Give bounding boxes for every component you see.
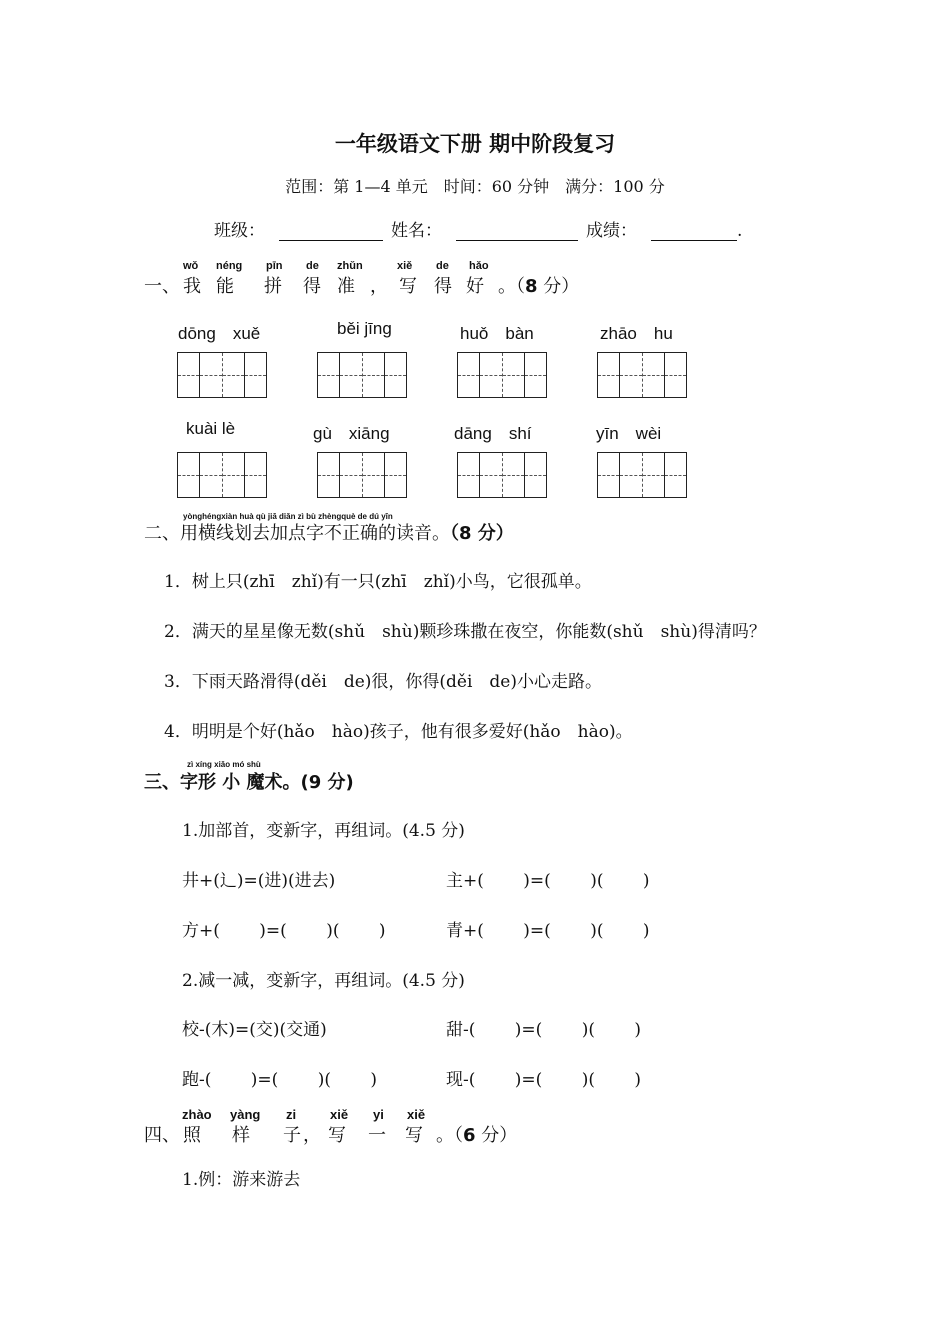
part-title: 1.加部首，变新字，再组词。(4.5 分)	[182, 821, 465, 841]
section2-pinyin-row: yònghéngxiàn huà qù jiā diǎn zì bù zhèngquè de dú yīn	[183, 512, 393, 521]
s4-pinyin: xiě	[330, 1107, 349, 1122]
writing-grid[interactable]	[317, 352, 407, 398]
name-label: 姓名：	[391, 221, 442, 241]
exercise-cell[interactable]: 甜-( )=( )( )	[446, 1020, 641, 1040]
writing-grid[interactable]	[457, 352, 547, 398]
writing-grid[interactable]	[597, 352, 687, 398]
s1-pinyin: pīn	[266, 260, 283, 272]
writing-grid[interactable]	[317, 452, 407, 498]
class-field[interactable]	[279, 222, 383, 241]
exercise-cell[interactable]: 跑-( )=( )( )	[182, 1070, 377, 1090]
info-end-mark: .	[737, 221, 743, 241]
question-item: 3．下雨天路滑得(děi de)很，你得(děi de)小心走路。	[164, 672, 602, 692]
score-field[interactable]	[651, 222, 737, 241]
s4-pinyin: xiě	[407, 1107, 426, 1122]
score-label: 成绩：	[586, 221, 637, 241]
section3-pinyin-row: zì xíng xiǎo mó shù	[187, 760, 261, 769]
page-title: 一年级语文下册 期中阶段复习	[334, 131, 616, 156]
s4-pinyin: zi	[286, 1107, 297, 1122]
s1-pinyin: de	[306, 260, 319, 272]
exercise-cell[interactable]: 青+( )=( )( )	[446, 921, 650, 941]
pinyin-item: dāng shí	[454, 424, 532, 443]
s4-pinyin: yi	[373, 1107, 384, 1122]
s1-pinyin: de	[436, 260, 449, 272]
section3-heading: 三、字形 小 魔术。(9 分)	[144, 772, 354, 793]
pinyin-item: kuài lè	[186, 419, 236, 438]
class-label: 班级：	[214, 221, 265, 241]
pinyin-item: dōng xuě	[178, 324, 261, 343]
name-field[interactable]	[456, 222, 578, 241]
section4-heading: 四、	[144, 1125, 180, 1146]
question-item: 4．明明是个好(hǎo hào)孩子，他有很多爱好(hǎo hào)。	[164, 722, 633, 742]
writing-grid[interactable]	[177, 352, 267, 398]
pinyin-item: gù xiāng	[313, 424, 390, 443]
question-item: 2．满天的星星像无数(shǔ shù)颗珍珠撒在夜空，你能数(shǔ shù)得清吗？	[164, 622, 766, 642]
s1-pinyin: xiě	[397, 260, 413, 272]
pinyin-item: yīn wèi	[596, 424, 662, 443]
s1-pinyin: zhǔn	[337, 260, 363, 272]
s1-pinyin: néng	[216, 260, 243, 272]
section2-heading: 二、用横线划去加点字不正确的读音。（8 分）	[144, 523, 514, 544]
pinyin-item: huǒ bàn	[460, 324, 534, 343]
exercise-cell: 井+(辶)=(进)(进去)	[182, 871, 336, 891]
s4-pinyin: yàng	[230, 1107, 261, 1122]
question-item: 1．树上只(zhī zhǐ)有一只(zhī zhǐ)小鸟，它很孤单。	[164, 572, 592, 592]
exam-subtitle: 范围：第 1—4 单元 时间：60 分钟 满分：100 分	[285, 177, 665, 196]
s1-pinyin: wǒ	[183, 260, 199, 272]
exercise-cell[interactable]: 方+( )=( )( )	[182, 921, 386, 941]
exercise-cell[interactable]: 主+( )=( )( )	[446, 871, 650, 891]
section1-heading: 一、	[144, 276, 180, 297]
pinyin-item: zhāo hu	[600, 324, 673, 343]
s1-pinyin: hǎo	[469, 260, 489, 272]
s4-pinyin: zhào	[182, 1107, 212, 1122]
example-line: 1.例：游来游去	[182, 1170, 301, 1190]
pinyin-item: běi jīng	[337, 319, 392, 338]
student-info-row	[214, 216, 742, 241]
writing-grid[interactable]	[597, 452, 687, 498]
writing-grid[interactable]	[457, 452, 547, 498]
exercise-cell: 校-(木)=(交)(交通)	[182, 1020, 327, 1040]
writing-grid[interactable]	[177, 452, 267, 498]
exercise-cell[interactable]: 现-( )=( )( )	[446, 1070, 641, 1090]
part-title: 2.减一减，变新字，再组词。(4.5 分)	[182, 971, 465, 991]
